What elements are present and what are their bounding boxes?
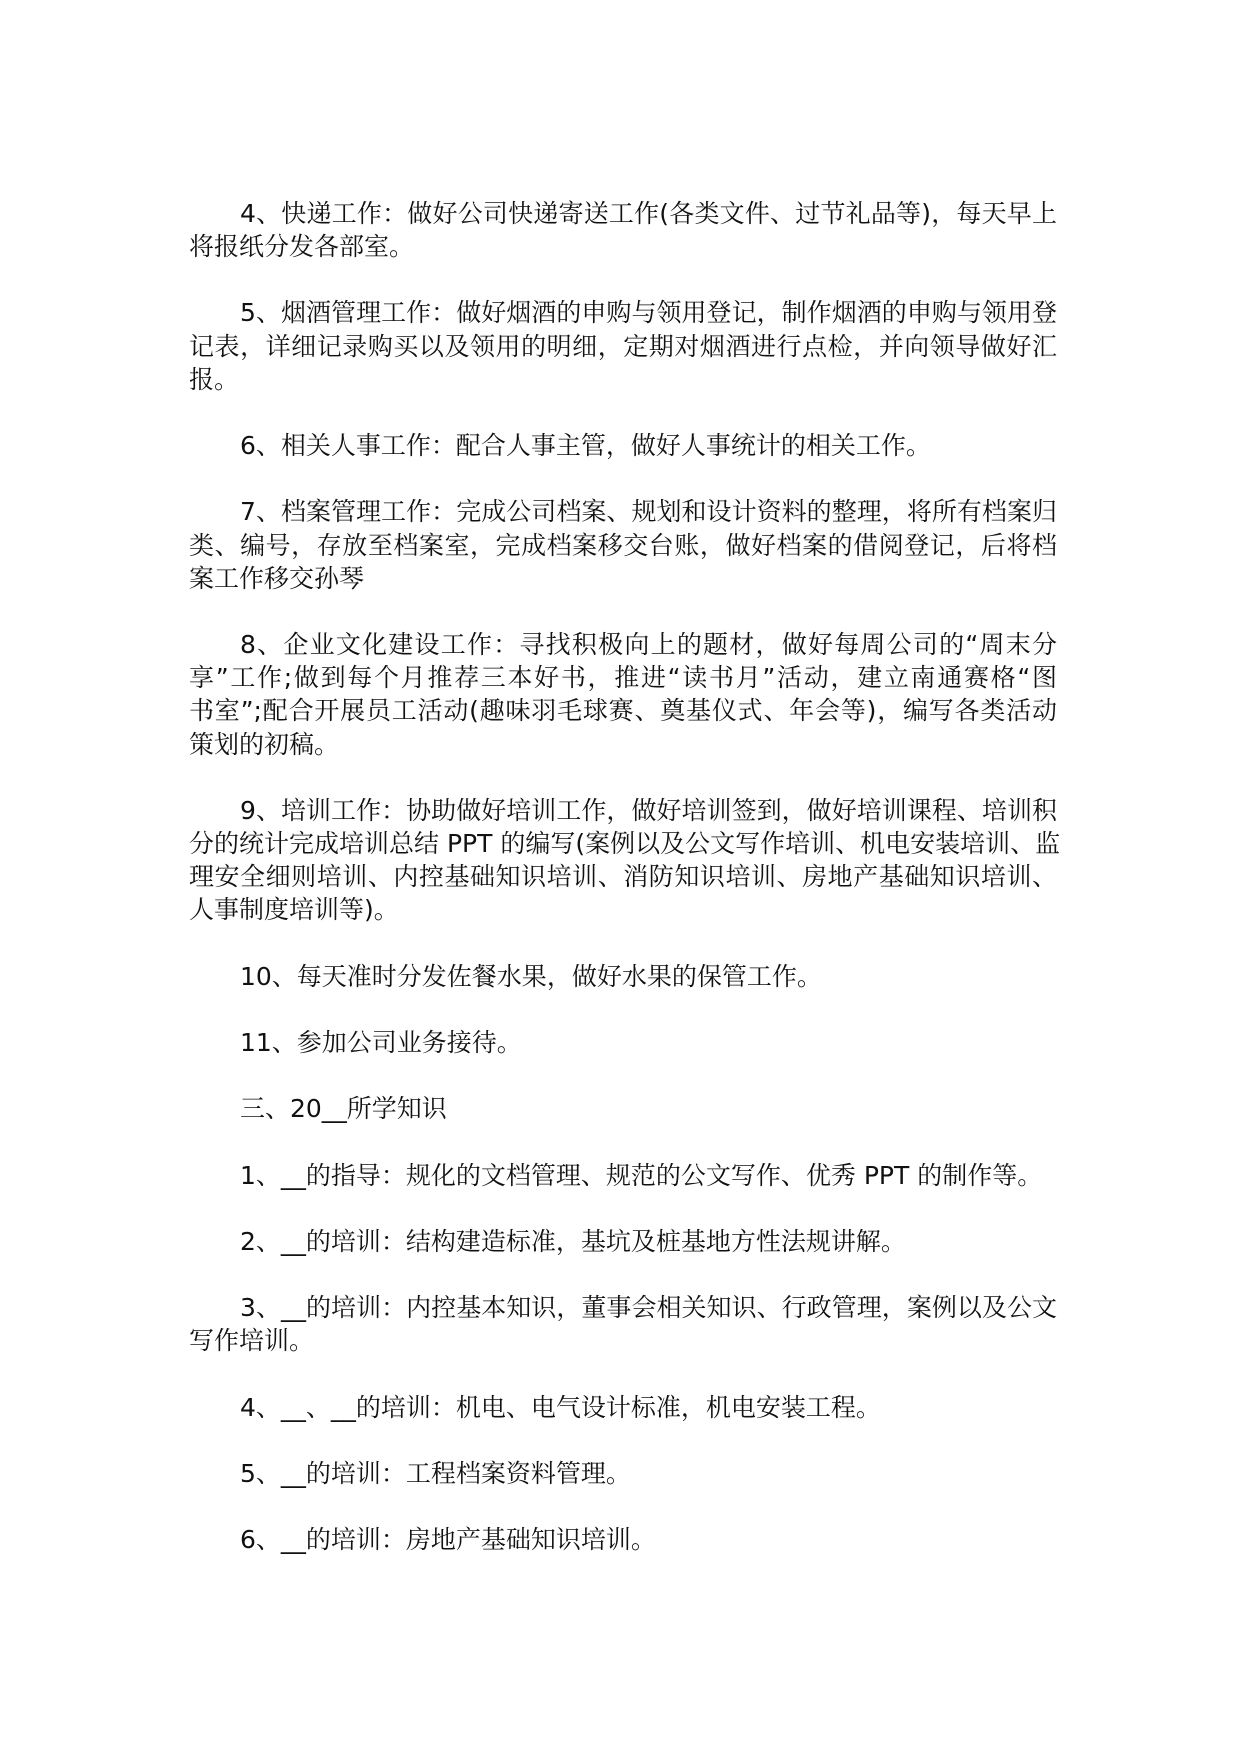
text-line: 理安全细则培训、内控基础知识培训、消防知识培训、房地产基础知识培训、 bbox=[189, 862, 1057, 892]
text-line: 5、烟酒管理工作：做好烟酒的申购与领用登记，制作烟酒的申购与领用登 bbox=[240, 298, 1057, 328]
document-body bbox=[189, 197, 1061, 1589]
text-line: 享”工作;做到每个月推荐三本好书，推进“读书月”活动，建立南通赛格“图 bbox=[189, 663, 1057, 693]
text-line: 案工作移交孙琴 bbox=[189, 563, 365, 593]
paragraph-fruit-distribution bbox=[189, 960, 1057, 993]
text-line: 3、__的培训：内控基本知识，董事会相关知识、行政管理，案例以及公文 bbox=[240, 1293, 1057, 1323]
text-line: 6、相关人事工作：配合人事主管，做好人事统计的相关工作。 bbox=[240, 431, 931, 461]
text-line: 2、__的培训：结构建造标准，基坑及桩基地方性法规讲解。 bbox=[240, 1226, 906, 1256]
paragraph-courier-work bbox=[189, 197, 1057, 263]
paragraph-knowledge-1 bbox=[189, 1159, 1057, 1192]
paragraph-business-reception bbox=[189, 1026, 1057, 1059]
paragraph-knowledge-2 bbox=[189, 1225, 1057, 1258]
text-line: 策划的初稿。 bbox=[189, 729, 340, 759]
paragraph-corporate-culture bbox=[189, 628, 1057, 761]
paragraph-knowledge-4 bbox=[189, 1391, 1057, 1424]
section-heading-knowledge bbox=[189, 1092, 1057, 1125]
text-line: 类、编号，存放至档案室，完成档案移交台账，做好档案的借阅登记，后将档 bbox=[189, 530, 1057, 560]
text-line: 4、__、__的培训：机电、电气设计标准，机电安装工程。 bbox=[240, 1392, 881, 1422]
text-line: 6、__的培训：房地产基础知识培训。 bbox=[240, 1525, 656, 1555]
paragraph-tobacco-management bbox=[189, 296, 1057, 396]
text-line: 8、企业文化建设工作：寻找积极向上的题材，做好每周公司的“周末分 bbox=[240, 630, 1057, 660]
paragraph-knowledge-5 bbox=[189, 1457, 1057, 1490]
section-heading: 三、20__所学知识 bbox=[240, 1094, 447, 1124]
text-line: 11、参加公司业务接待。 bbox=[240, 1028, 522, 1058]
text-line: 写作培训。 bbox=[189, 1326, 315, 1356]
text-line: 4、快递工作：做好公司快递寄送工作(各类文件、过节礼品等)，每天早上 bbox=[240, 199, 1057, 228]
text-line: 5、__的培训：工程档案资料管理。 bbox=[240, 1458, 631, 1488]
text-line: 1、__的指导：规化的文档管理、规范的公文写作、优秀 PPT 的制作等。 bbox=[240, 1160, 1043, 1190]
paragraph-training-work bbox=[189, 794, 1061, 927]
text-line: 记表，详细记录购买以及领用的明细，定期对烟酒进行点检，并向领导做好汇 bbox=[189, 331, 1057, 361]
paragraph-hr-work bbox=[189, 429, 1057, 462]
text-line: 报。 bbox=[189, 364, 240, 394]
paragraph-knowledge-6 bbox=[189, 1523, 1057, 1556]
text-line: 将报纸分发各部室。 bbox=[189, 232, 415, 262]
text-line: 分的统计完成培训总结 PPT 的编写(案例以及公文写作培训、机电安装培训、监 bbox=[189, 829, 1061, 859]
paragraph-archive-management bbox=[189, 495, 1057, 595]
text-line: 书室”;配合开展员工活动(趣味羽毛球赛、奠基仪式、年会等)，编写各类活动 bbox=[189, 696, 1057, 726]
text-line: 人事制度培训等)。 bbox=[189, 895, 399, 925]
text-line: 9、培训工作：协助做好培训工作，做好培训签到，做好培训课程、培训积 bbox=[240, 795, 1057, 825]
text-line: 7、档案管理工作：完成公司档案、规划和设计资料的整理，将所有档案归 bbox=[240, 497, 1057, 527]
text-line: 10、每天准时分发佐餐水果，做好水果的保管工作。 bbox=[240, 961, 822, 991]
paragraph-knowledge-3 bbox=[189, 1291, 1057, 1357]
